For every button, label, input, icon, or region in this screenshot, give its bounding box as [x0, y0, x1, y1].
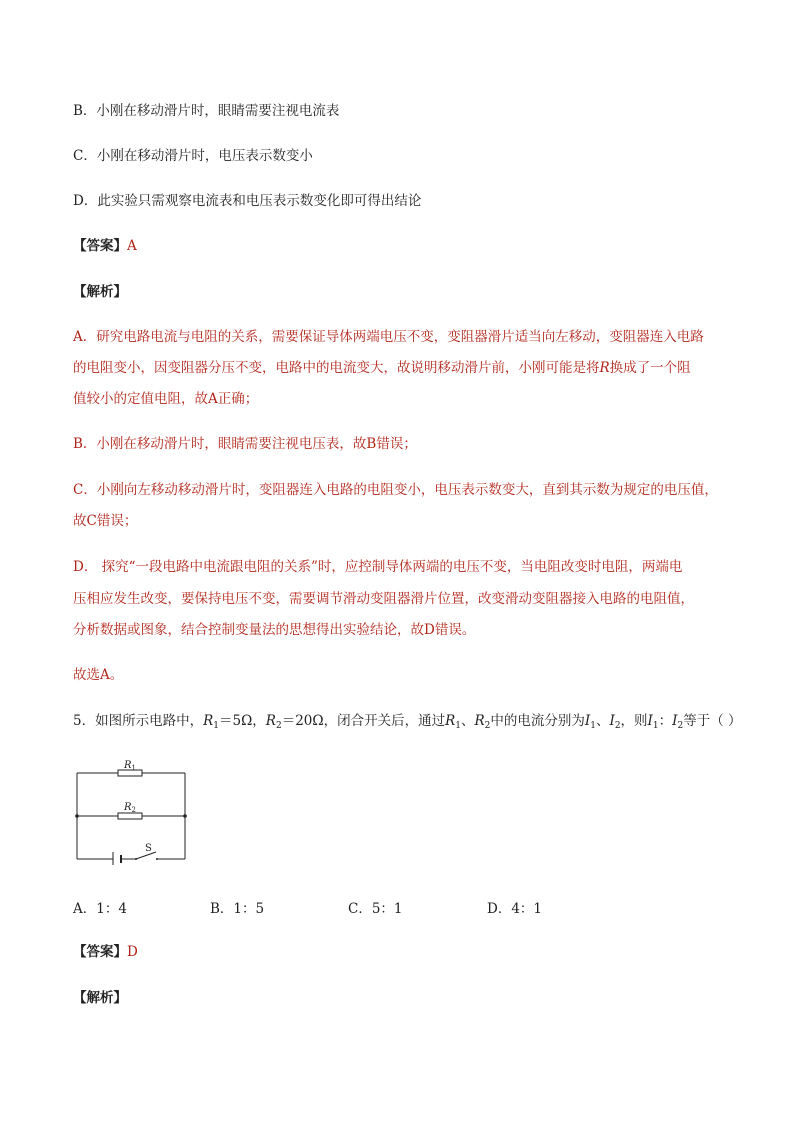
q5-part: ＝20Ω，闭合开关后，通过 — [281, 713, 446, 729]
option-b: B．小刚在移动滑片时，眼睛需要注视电流表 — [73, 103, 340, 119]
option-c: C．小刚在移动滑片时，电压表示数变小 — [73, 148, 313, 164]
q5-part: 、 — [460, 713, 475, 729]
resistor-r2 — [118, 813, 142, 819]
answer-row-q5 — [73, 942, 138, 962]
analysis-a-line1: A．研究电路电流与电阻的关系，需要保证导体两端电压不变，变阻器滑片适当向左移动，变阻器连入电路 — [73, 329, 704, 345]
answer-value: A — [127, 238, 137, 254]
r1-label: $R_1$ — [124, 760, 136, 772]
answer-value: D — [127, 944, 138, 960]
answer-tag: 【答案】 — [73, 238, 127, 254]
q5-option-d: D．4：1 — [487, 901, 543, 917]
q5-part: ，则 — [620, 713, 648, 729]
var-r1: R — [445, 713, 456, 729]
var-r: R — [599, 360, 610, 376]
sub-2: 2 — [484, 721, 491, 731]
analysis-tag-q5: 【解析】 — [73, 990, 127, 1006]
circuit-diagram — [70, 755, 195, 865]
analysis-a-line2-pre: 的电阻变小，因变阻器分压不变，电路中的电流变大，故说明移动滑片前，小刚可能是将 — [73, 360, 600, 376]
analysis-tag-q4: 【解析】 — [73, 284, 127, 300]
analysis-c-line1: C．小刚向左移动移动滑片时，变阻器连入电路的电阻变小，电压表示数变大，直到其示数为规定的电压值， — [73, 482, 718, 498]
junction-right — [183, 814, 187, 818]
var-i2: I — [609, 713, 615, 729]
var-r1: R — [203, 713, 214, 729]
sub-2: 2 — [614, 721, 621, 731]
q5-part: 5．如图所示电路中， — [73, 713, 204, 729]
sub-1: 1 — [590, 721, 596, 731]
q5-part: 中的电流分别为 — [490, 713, 585, 729]
var-i1: I — [647, 713, 653, 729]
var-r2: R — [474, 713, 485, 729]
option-d: D．此实验只需观察电流表和电压表示数变化即可得出结论 — [73, 193, 422, 209]
analysis-d-line1: D． 探究“一段电路中电流跟电阻的关系”时，应控制导体两端的电压不变，当电阻改变时电阻，两端电 — [73, 559, 683, 575]
q5-option-b: B．1：5 — [210, 901, 265, 917]
analysis-c-line2: 故C错误； — [73, 513, 138, 529]
var-r2: R — [265, 713, 276, 729]
junction-left — [75, 814, 79, 818]
analysis-a-line3: 值较小的定值电阻，故A正确； — [73, 391, 259, 407]
question-5-stem — [73, 711, 742, 736]
q5-option-a: A．1：4 — [73, 901, 127, 917]
q5-part: ＝5Ω， — [219, 713, 266, 729]
q5-part: 等于（ ） — [683, 713, 742, 729]
analysis-a-line2-post: 换成了一个阻 — [609, 360, 691, 376]
answer-row-q4 — [73, 236, 137, 256]
switch-label: S — [145, 843, 152, 854]
switch-contact-right — [156, 858, 158, 860]
analysis-d-line3: 分析数据或图象，结合控制变量法的思想得出实验结论，故D错误。 — [73, 622, 476, 638]
var-i2: I — [672, 713, 678, 729]
sub-1: 1 — [652, 721, 659, 731]
sub-2: 2 — [677, 721, 684, 731]
analysis-conclusion: 故选A。 — [73, 667, 124, 683]
analysis-a-line2 — [73, 358, 691, 378]
sub-1: 1 — [455, 721, 461, 731]
q5-part: ： — [658, 713, 673, 729]
var-i1: I — [584, 713, 591, 729]
sub-2: 2 — [275, 721, 282, 731]
q5-part: 、 — [595, 713, 610, 729]
answer-tag: 【答案】 — [73, 944, 127, 960]
analysis-d-line2: 压相应发生改变，要保持电压不变，需要调节滑动变阻器滑片位置，改变滑动变阻器接入电路的电阻值， — [73, 591, 694, 607]
r2-label: $R_2$ — [124, 802, 136, 814]
q5-option-c: C．5：1 — [348, 901, 403, 917]
analysis-b: B．小刚在移动滑片时，眼睛需要注视电压表，故B错误； — [73, 436, 417, 452]
sub-1: 1 — [213, 721, 219, 731]
